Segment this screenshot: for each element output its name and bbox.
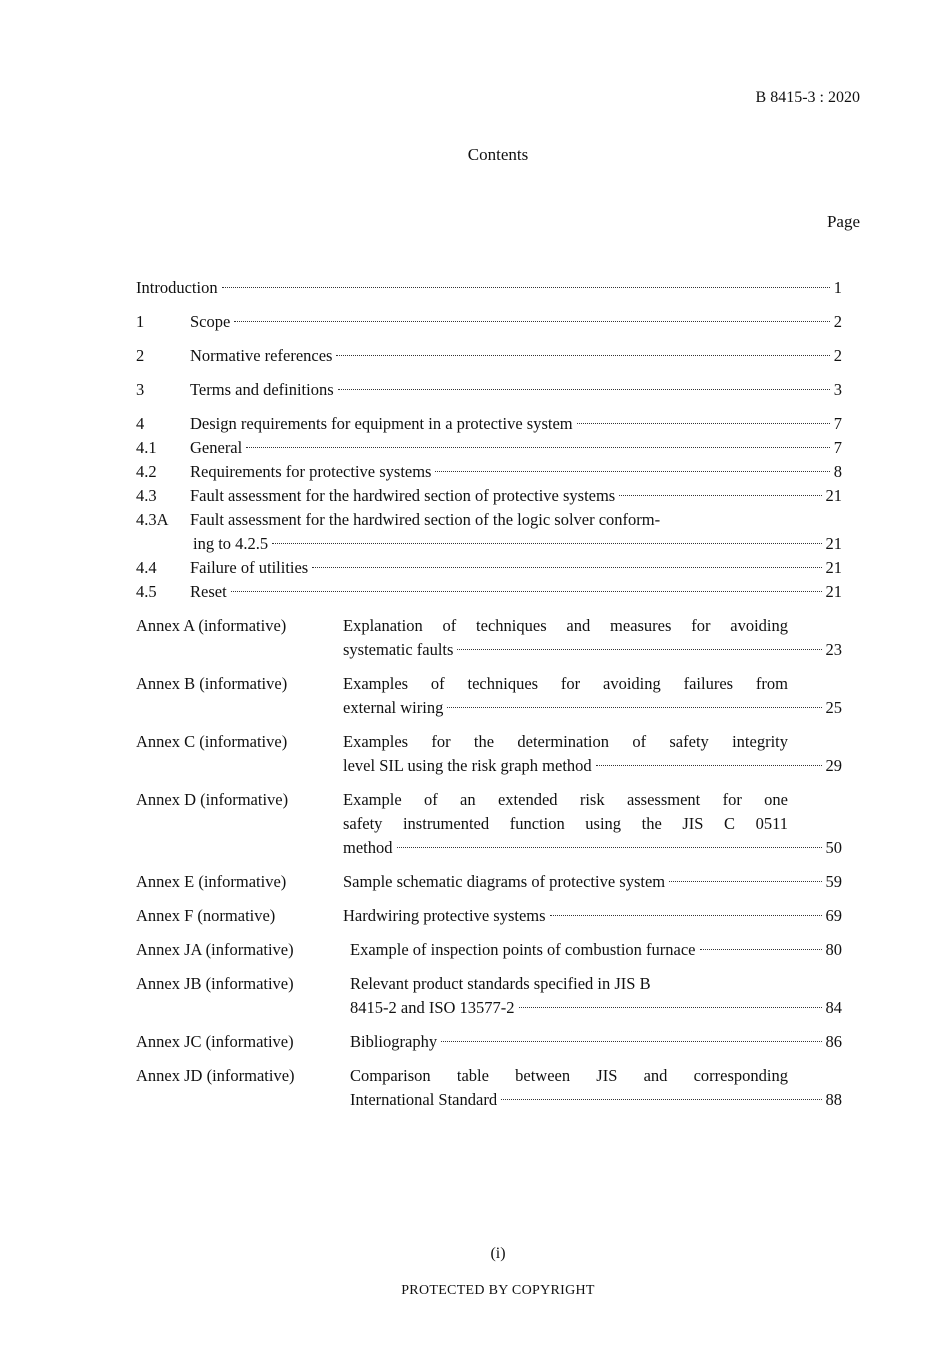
toc-entry-subsection[interactable] bbox=[136, 580, 842, 604]
annex-title-line: 8415-2 and ISO 13577-2 bbox=[350, 998, 515, 1017]
toc-entry-page: 7 bbox=[833, 414, 842, 433]
page-column-label: Page bbox=[826, 212, 860, 231]
toc-entry-page: 2 bbox=[833, 312, 842, 331]
section-number: 4.2 bbox=[136, 462, 157, 481]
toc-entry-subsection[interactable] bbox=[136, 508, 842, 556]
toc-entry-section[interactable] bbox=[136, 378, 842, 402]
toc-entry-page: 21 bbox=[825, 558, 842, 577]
toc-entry-title: Failure of utilities bbox=[190, 558, 309, 577]
annex-title-line: safety instrumented function using the JIS C 0511 bbox=[343, 814, 788, 833]
dot-leader bbox=[700, 949, 822, 950]
toc-entry-annex-e[interactable] bbox=[136, 870, 842, 894]
annex-title-line: International Standard bbox=[350, 1090, 498, 1109]
page-title: Contents bbox=[467, 145, 529, 164]
dot-leader bbox=[619, 495, 821, 496]
toc-entry-page: 2 bbox=[833, 346, 842, 365]
toc-entry-title: Scope bbox=[190, 312, 231, 331]
toc-entry-title: Design requirements for equipment in a protective system bbox=[190, 414, 573, 433]
dot-leader bbox=[519, 1007, 822, 1008]
annex-label: Annex F (normative) bbox=[136, 906, 276, 925]
toc-entry-annex-c[interactable] bbox=[136, 730, 842, 778]
annex-title-line: systematic faults bbox=[343, 640, 454, 659]
toc-entry-title-line2: ing to 4.2.5 bbox=[193, 534, 269, 553]
toc-entry-page: 59 bbox=[825, 872, 842, 891]
annex-title-line: Example of inspection points of combustion furnace bbox=[350, 940, 696, 959]
toc-entry-title: Introduction bbox=[136, 278, 218, 297]
toc-entry-page: 86 bbox=[825, 1032, 842, 1051]
section-number: 4.3A bbox=[136, 510, 169, 529]
annex-label: Annex A (informative) bbox=[136, 616, 287, 635]
toc-entry-page: 3 bbox=[833, 380, 842, 399]
dot-leader bbox=[577, 423, 830, 424]
dot-leader bbox=[669, 881, 821, 882]
toc-entry-page: 23 bbox=[825, 640, 842, 659]
dot-leader bbox=[336, 355, 829, 356]
annex-title-line: Bibliography bbox=[350, 1032, 438, 1051]
section-number: 4.1 bbox=[136, 438, 157, 457]
dot-leader bbox=[231, 591, 822, 592]
dot-leader bbox=[234, 321, 829, 322]
annex-title-line: method bbox=[343, 838, 393, 857]
toc-entry-title: Reset bbox=[190, 582, 227, 601]
dot-leader bbox=[435, 471, 829, 472]
toc-entry-page: 29 bbox=[825, 756, 842, 775]
annex-title-line: Example of an extended risk assessment for one bbox=[343, 790, 788, 809]
toc-entry-annex-b[interactable] bbox=[136, 672, 842, 720]
toc-entry-page: 50 bbox=[825, 838, 842, 857]
toc-entry-page: 69 bbox=[825, 906, 842, 925]
section-number: 4.4 bbox=[136, 558, 157, 577]
toc-entry-section[interactable] bbox=[136, 412, 842, 436]
toc-entry-introduction[interactable] bbox=[136, 276, 842, 300]
annex-title-line: Sample schematic diagrams of protective system bbox=[343, 872, 666, 891]
toc-entry-page: 25 bbox=[825, 698, 842, 717]
annex-label: Annex JC (informative) bbox=[136, 1032, 294, 1051]
section-number: 3 bbox=[136, 380, 145, 399]
annex-title-line: Hardwiring protective systems bbox=[343, 906, 546, 925]
annex-title-line: Explanation of techniques and measures for avoiding bbox=[343, 616, 788, 635]
dot-leader bbox=[312, 567, 821, 568]
toc-entry-title: Requirements for protective systems bbox=[190, 462, 432, 481]
annex-label: Annex E (informative) bbox=[136, 872, 287, 891]
toc-entry-subsection[interactable] bbox=[136, 436, 842, 460]
dot-leader bbox=[441, 1041, 821, 1042]
toc-entry-subsection[interactable] bbox=[136, 460, 842, 484]
toc-entry-annex-d[interactable] bbox=[136, 788, 842, 860]
annex-label: Annex JD (informative) bbox=[136, 1066, 295, 1085]
annex-title-line: Comparison table between JIS and corresponding bbox=[350, 1066, 788, 1085]
toc-entry-page: 80 bbox=[825, 940, 842, 959]
toc-entry-annex-jd[interactable] bbox=[136, 1064, 842, 1112]
toc-entry-annex-f[interactable] bbox=[136, 904, 842, 928]
annex-label: Annex JA (informative) bbox=[136, 940, 294, 959]
toc-entry-section[interactable] bbox=[136, 344, 842, 368]
dot-leader bbox=[222, 287, 830, 288]
toc-entry-section[interactable] bbox=[136, 310, 842, 334]
toc-entry-annex-jc[interactable] bbox=[136, 1030, 842, 1054]
toc-entry-subsection[interactable] bbox=[136, 484, 842, 508]
section-number: 4.3 bbox=[136, 486, 157, 505]
dot-leader bbox=[272, 543, 821, 544]
annex-label: Annex D (informative) bbox=[136, 790, 289, 809]
toc-entry-subsection[interactable] bbox=[136, 556, 842, 580]
document-id: B 8415-3 : 2020 bbox=[755, 89, 860, 106]
toc-entry-annex-jb[interactable] bbox=[136, 972, 842, 1020]
dot-leader bbox=[550, 915, 822, 916]
dot-leader bbox=[457, 649, 821, 650]
toc-entry-annex-ja[interactable] bbox=[136, 938, 842, 962]
dot-leader bbox=[246, 447, 830, 448]
toc-entry-page: 21 bbox=[825, 534, 842, 553]
section-number: 1 bbox=[136, 312, 145, 331]
toc-entry-page: 1 bbox=[833, 278, 842, 297]
toc-entry-page: 21 bbox=[825, 582, 842, 601]
annex-title-line: Examples for the determination of safety integrity bbox=[343, 732, 788, 751]
annex-title-line: external wiring bbox=[343, 698, 444, 717]
dot-leader bbox=[397, 847, 822, 848]
toc-entry-title: Terms and definitions bbox=[190, 380, 334, 399]
toc-entry-page: 21 bbox=[825, 486, 842, 505]
toc-entry-title-line1: Fault assessment for the hardwired section of the logic solver conform- bbox=[190, 510, 661, 529]
toc-entry-annex-a[interactable] bbox=[136, 614, 842, 662]
table-of-contents bbox=[136, 276, 842, 1112]
dot-leader bbox=[501, 1099, 821, 1100]
annex-label: Annex C (informative) bbox=[136, 732, 288, 751]
annex-label: Annex JB (informative) bbox=[136, 974, 294, 993]
copyright-notice: PROTECTED BY COPYRIGHT bbox=[401, 1283, 595, 1298]
toc-entry-page: 7 bbox=[833, 438, 842, 457]
toc-entry-title: General bbox=[190, 438, 243, 457]
annex-title-line: Relevant product standards specified in JIS B bbox=[350, 974, 651, 993]
section-number: 4.5 bbox=[136, 582, 157, 601]
dot-leader bbox=[447, 707, 821, 708]
toc-entry-page: 84 bbox=[825, 998, 842, 1017]
dot-leader bbox=[338, 389, 830, 390]
toc-entry-title: Fault assessment for the hardwired section of protective systems bbox=[190, 486, 616, 505]
annex-title-line: Examples of techniques for avoiding failures from bbox=[343, 674, 788, 693]
section-number: 4 bbox=[136, 414, 145, 433]
toc-entry-page: 88 bbox=[825, 1090, 842, 1109]
annex-label: Annex B (informative) bbox=[136, 674, 288, 693]
dot-leader bbox=[596, 765, 822, 766]
toc-entry-page: 8 bbox=[833, 462, 842, 481]
section-number: 2 bbox=[136, 346, 145, 365]
annex-title-line: level SIL using the risk graph method bbox=[343, 756, 592, 775]
page-number: (i) bbox=[490, 1245, 506, 1262]
toc-entry-title: Normative references bbox=[190, 346, 333, 365]
